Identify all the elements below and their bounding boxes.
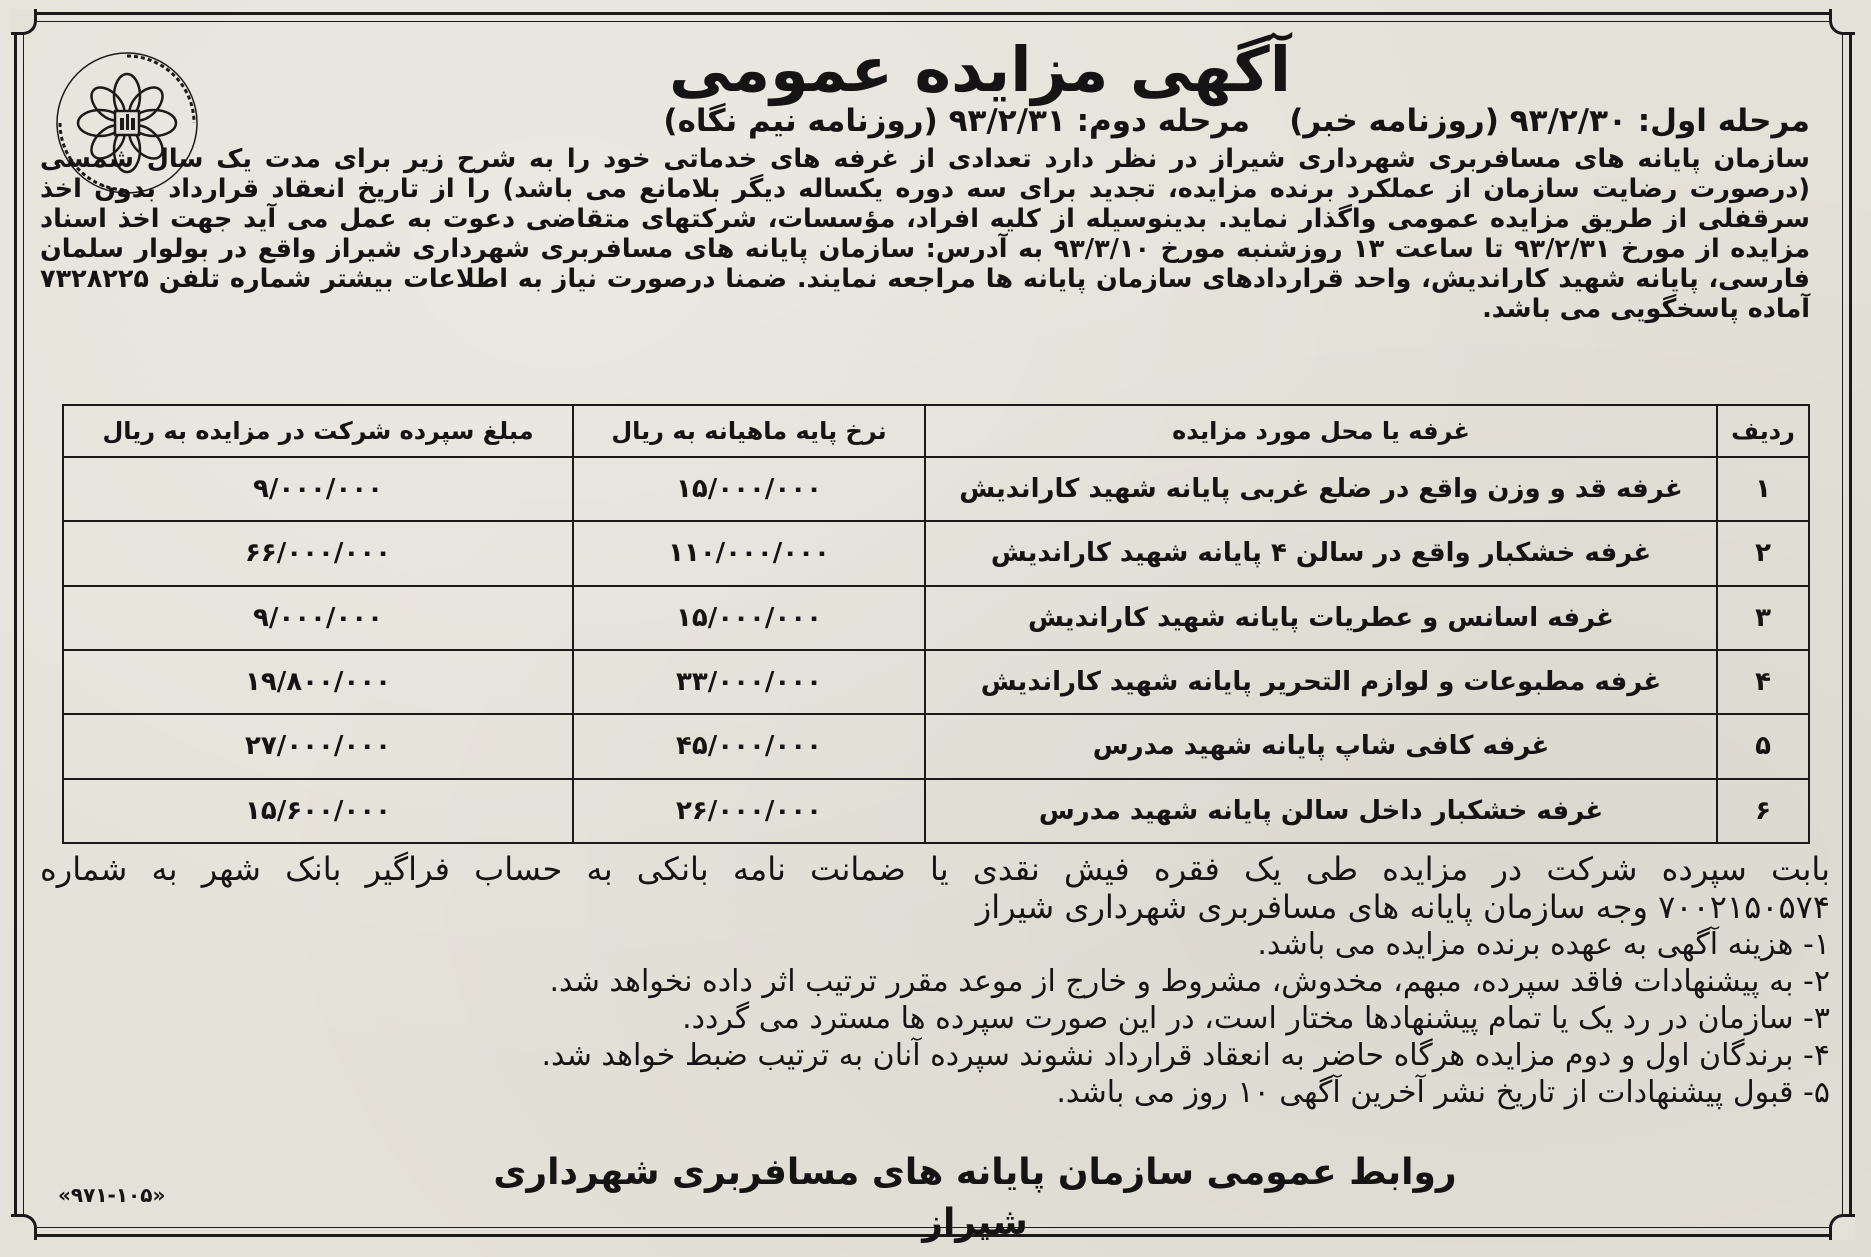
row-item: غرفه اسانس و عطریات پایانه شهید کاراندیش (925, 586, 1717, 650)
row-deposit: ۱۹/۸۰۰/۰۰۰ (63, 650, 573, 714)
row-base-rate: ۱۵/۰۰۰/۰۰۰ (573, 457, 925, 521)
intro-paragraph: سازمان پایانه های مسافربری شهرداری شیراز در نظر دارد تعدادی از غرفه های خدماتی خود را به شرح زیر برای مدت یک سال شمسی (درصورت رضایت سازمان از عملکرد برنده مزایده، تجدید برای سه دوره یکساله دیگر بلامانع می باشد) را از تاریخ انعقاد قرارداد بدون اخذ سرقفلی از طریق مزایده عمومی واگذار نماید. بدینوسیله از کلیه افراد، مؤسسات، شرکتهای متقاضی دعوت به عمل می آید جهت اخذ اسناد مزایده از مورخ ۹۳/۲/۳۱ تا ساعت ۱۳ روزشنبه مورخ ۹۳/۳/۱۰ به آدرس: سازمان پایانه های مسافربری شهرداری شیراز واقع در بولوار سلمان فارسی، پایانه شهید کاراندیش، واحد قراردادهای سازمان پایانه ها مراجعه نمایند. ضمنا درصورت نیاز به اطلاعات بیشتر شماره تلفن ۷۳۲۸۲۲۵ آماده پاسخگویی می باشد. (40, 144, 1810, 324)
row-base-rate: ۲۶/۰۰۰/۰۰۰ (573, 779, 925, 843)
row-number: ۶ (1717, 779, 1809, 843)
row-number: ۵ (1717, 714, 1809, 778)
row-number: ۴ (1717, 650, 1809, 714)
row-deposit: ۱۵/۶۰۰/۰۰۰ (63, 779, 573, 843)
row-item: غرفه خشکبار داخل سالن پایانه شهید مدرس (925, 779, 1717, 843)
table-row (63, 521, 1809, 585)
stage-two: مرحله دوم: ۹۳/۲/۳۱ (روزنامه نیم نگاه) (663, 103, 1250, 139)
condition-4: ۴- برندگان اول و دوم مزایده هرگاه حاضر به انعقاد قرارداد نشوند سپرده آنان به ترتیب ضبط خواهد شد. (541, 1038, 1830, 1073)
row-deposit: ۲۷/۰۰۰/۰۰۰ (63, 714, 573, 778)
table-row (63, 457, 1809, 521)
condition-2: ۲- به پیشنهادات فاقد سپرده، مبهم، مخدوش، مشروط و خارج از موعد مقرر ترتیب اثر داده نخواهد شد. (549, 964, 1830, 999)
header-row-number: ردیف (1717, 405, 1809, 457)
header-item: غرفه یا محل مورد مزایده (925, 405, 1717, 457)
ad-code: «۹۷۱-۱۰۵» (58, 1183, 166, 1207)
row-deposit: ۶۶/۰۰۰/۰۰۰ (63, 521, 573, 585)
table-row (63, 779, 1809, 843)
row-number: ۲ (1717, 521, 1809, 585)
header-deposit: مبلغ سپرده شرکت در مزایده به ریال (63, 405, 573, 457)
row-deposit: ۹/۰۰۰/۰۰۰ (63, 457, 573, 521)
row-item: غرفه مطبوعات و لوازم التحریر پایانه شهید کاراندیش (925, 650, 1717, 714)
row-base-rate: ۱۵/۰۰۰/۰۰۰ (573, 586, 925, 650)
deposit-note-line-2: ۷۰۰۲۱۵۰۵۷۴ وجه سازمان پایانه های مسافربری شهرداری شیراز (975, 888, 1830, 926)
auction-table (62, 404, 1810, 844)
row-item: غرفه قد و وزن واقع در ضلع غربی پایانه شهید کاراندیش (925, 457, 1717, 521)
row-base-rate: ۳۳/۰۰۰/۰۰۰ (573, 650, 925, 714)
condition-5: ۵- قبول پیشنهادات از تاریخ نشر آخرین آگهی ۱۰ روز می باشد. (1056, 1075, 1830, 1110)
row-number: ۳ (1717, 586, 1809, 650)
row-deposit: ۹/۰۰۰/۰۰۰ (63, 586, 573, 650)
header-base-rate: نرخ پایه ماهیانه به ریال (573, 405, 925, 457)
ad-title: آگهی مزایده عمومی (669, 33, 1291, 106)
row-base-rate: ۴۵/۰۰۰/۰۰۰ (573, 714, 925, 778)
footer-signature: روابط عمومی سازمان پایانه های مسافربری شهرداری شیراز (493, 1152, 1457, 1243)
deposit-note-line-1: بابت سپرده شرکت در مزایده طی یک فقره فیش نقدی یا ضمانت نامه بانکی به حساب فراگیر بانک شهر به شماره (40, 850, 1830, 888)
row-number: ۱ (1717, 457, 1809, 521)
condition-3: ۳- سازمان در رد یک یا تمام پیشنهادها مختار است، در این صورت سپرده ها مسترد می گردد. (682, 1001, 1830, 1036)
table-header-row (63, 405, 1809, 457)
condition-1: ۱- هزینه آگهی به عهده برنده مزایده می باشد. (1257, 927, 1830, 962)
row-item: غرفه کافی شاپ پایانه شهید مدرس (925, 714, 1717, 778)
table-row (63, 650, 1809, 714)
row-base-rate: ۱۱۰/۰۰۰/۰۰۰ (573, 521, 925, 585)
publication-stages (240, 98, 1810, 144)
deposit-and-conditions (40, 850, 1830, 1111)
stage-one: مرحله اول: ۹۳/۲/۳۰ (روزنامه خبر) (1289, 103, 1810, 139)
table-row (63, 586, 1809, 650)
table-row (63, 714, 1809, 778)
row-item: غرفه خشکبار واقع در سالن ۴ پایانه شهید کاراندیش (925, 521, 1717, 585)
